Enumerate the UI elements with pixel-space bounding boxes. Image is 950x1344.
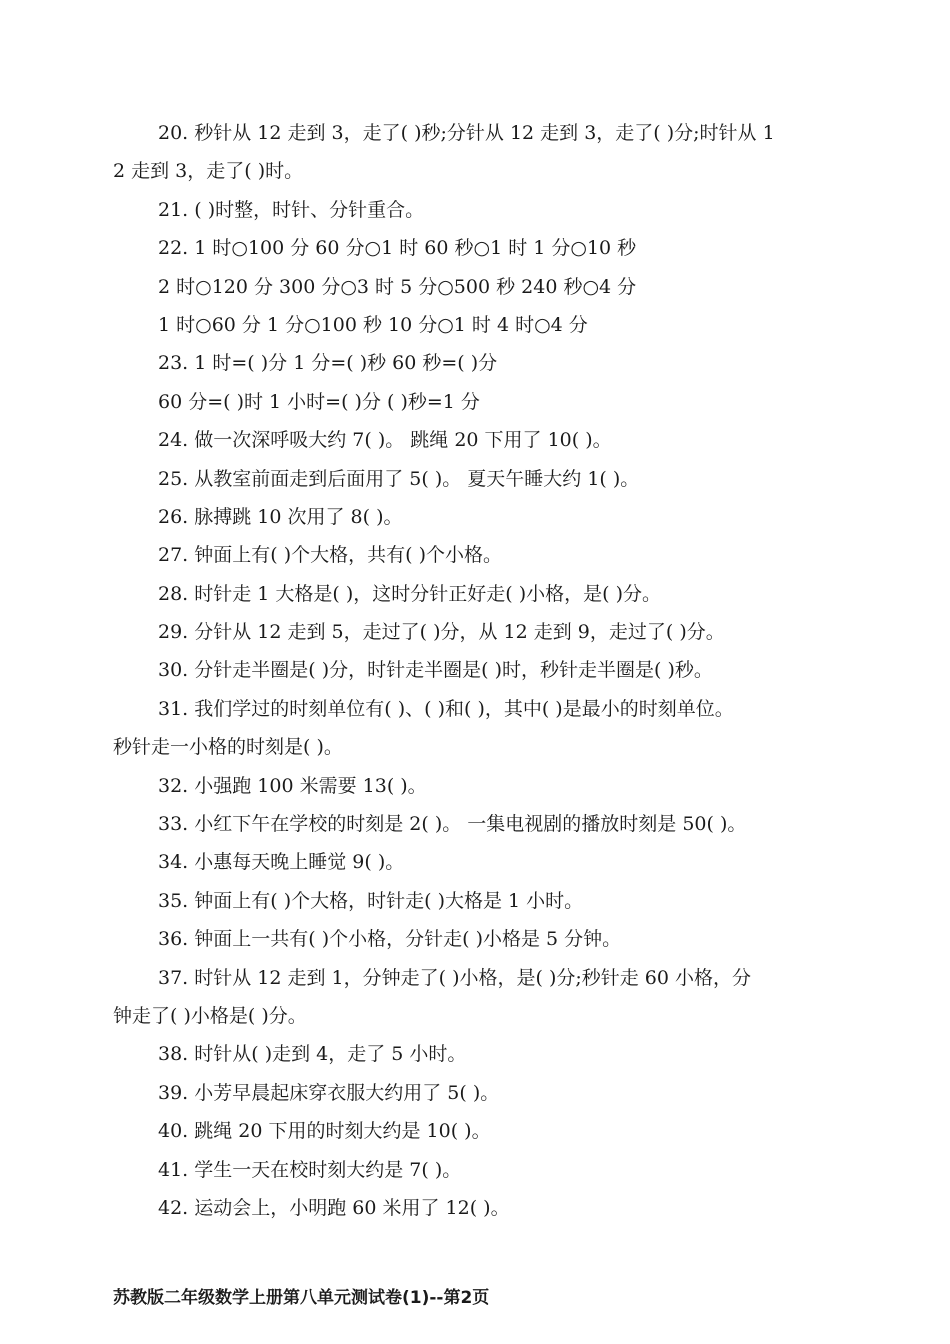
question-31-line-1: 31. 我们学过的时刻单位有( )、( )和( )，其中( )是最小的时刻单位。 <box>158 697 734 720</box>
question-37-line-2: 钟走了( )小格是( )分。 <box>113 1004 307 1027</box>
question-list <box>113 114 843 1227</box>
question-42: 42. 运动会上，小明跑 60 米用了 12( )。 <box>158 1196 510 1219</box>
question-21: 21. ( )时整，时针、分针重合。 <box>158 198 425 221</box>
question-26: 26. 脉搏跳 10 次用了 8( )。 <box>158 505 403 528</box>
question-33: 33. 小红下午在学校的时刻是 2( )。 一集电视剧的播放时刻是 50( )。 <box>158 813 747 836</box>
question-35: 35. 钟面上有( )个大格，时针走( )大格是 1 小时。 <box>158 889 584 912</box>
question-20-line-1: 20. 秒针从 12 走到 3，走了( )秒;分针从 12 走到 3，走了( )分;时针从 1 <box>158 122 775 144</box>
question-41: 41. 学生一天在校时刻大约是 7( )。 <box>158 1158 462 1181</box>
question-22-line-3: 1 时○60 分 1 分○100 秒 10 分○1 时 4 时○4 分 <box>158 313 588 336</box>
question-29: 29. 分针从 12 走到 5，走过了( )分，从 12 走到 9，走过了( )分。 <box>158 621 725 644</box>
question-37-line-1: 37. 时针从 12 走到 1，分钟走了( )小格，是( )分;秒针走 60 小格，分 <box>158 966 752 989</box>
question-27: 27. 钟面上有( )个大格，共有( )个小格。 <box>158 544 502 567</box>
question-34: 34. 小惠每天晚上睡觉 9( )。 <box>158 851 405 874</box>
question-38: 38. 时针从( )走到 4，走了 5 小时。 <box>158 1043 467 1066</box>
question-25: 25. 从教室前面走到后面用了 5( )。 夏天午睡大约 1( )。 <box>158 467 640 490</box>
question-20-line-2: 2 走到 3，走了( )时。 <box>113 160 304 183</box>
question-30: 30. 分针走半圈是( )分，时针走半圈是( )时，秒针走半圈是( )秒。 <box>158 659 713 682</box>
question-40: 40. 跳绳 20 下用的时刻大约是 10( )。 <box>158 1120 491 1143</box>
question-23-line-2: 60 分=( )时 1 小时=( )分 ( )秒=1 分 <box>158 390 480 413</box>
question-23-line-1: 23. 1 时=( )分 1 分=( )秒 60 秒=( )分 <box>158 352 498 375</box>
question-31-line-2: 秒针走一小格的时刻是( )。 <box>113 736 343 759</box>
question-39: 39. 小芳早晨起床穿衣服大约用了 5( )。 <box>158 1081 500 1104</box>
question-28: 28. 时针走 1 大格是( )，这时分针正好走( )小格，是( )分。 <box>158 582 662 605</box>
question-32: 32. 小强跑 100 米需要 13( )。 <box>158 774 427 797</box>
question-22-line-2: 2 时○120 分 300 分○3 时 5 分○500 秒 240 秒○4 分 <box>158 275 637 298</box>
page-footer: 苏教版二年级数学上册第八单元测试卷(1)--第2页 <box>113 1288 490 1308</box>
question-36: 36. 钟面上一共有( )个小格，分针走( )小格是 5 分钟。 <box>158 928 622 951</box>
question-22-line-1: 22. 1 时○100 分 60 分○1 时 60 秒○1 时 1 分○10 秒 <box>158 237 637 260</box>
question-24: 24. 做一次深呼吸大约 7( )。 跳绳 20 下用了 10( )。 <box>158 429 612 452</box>
